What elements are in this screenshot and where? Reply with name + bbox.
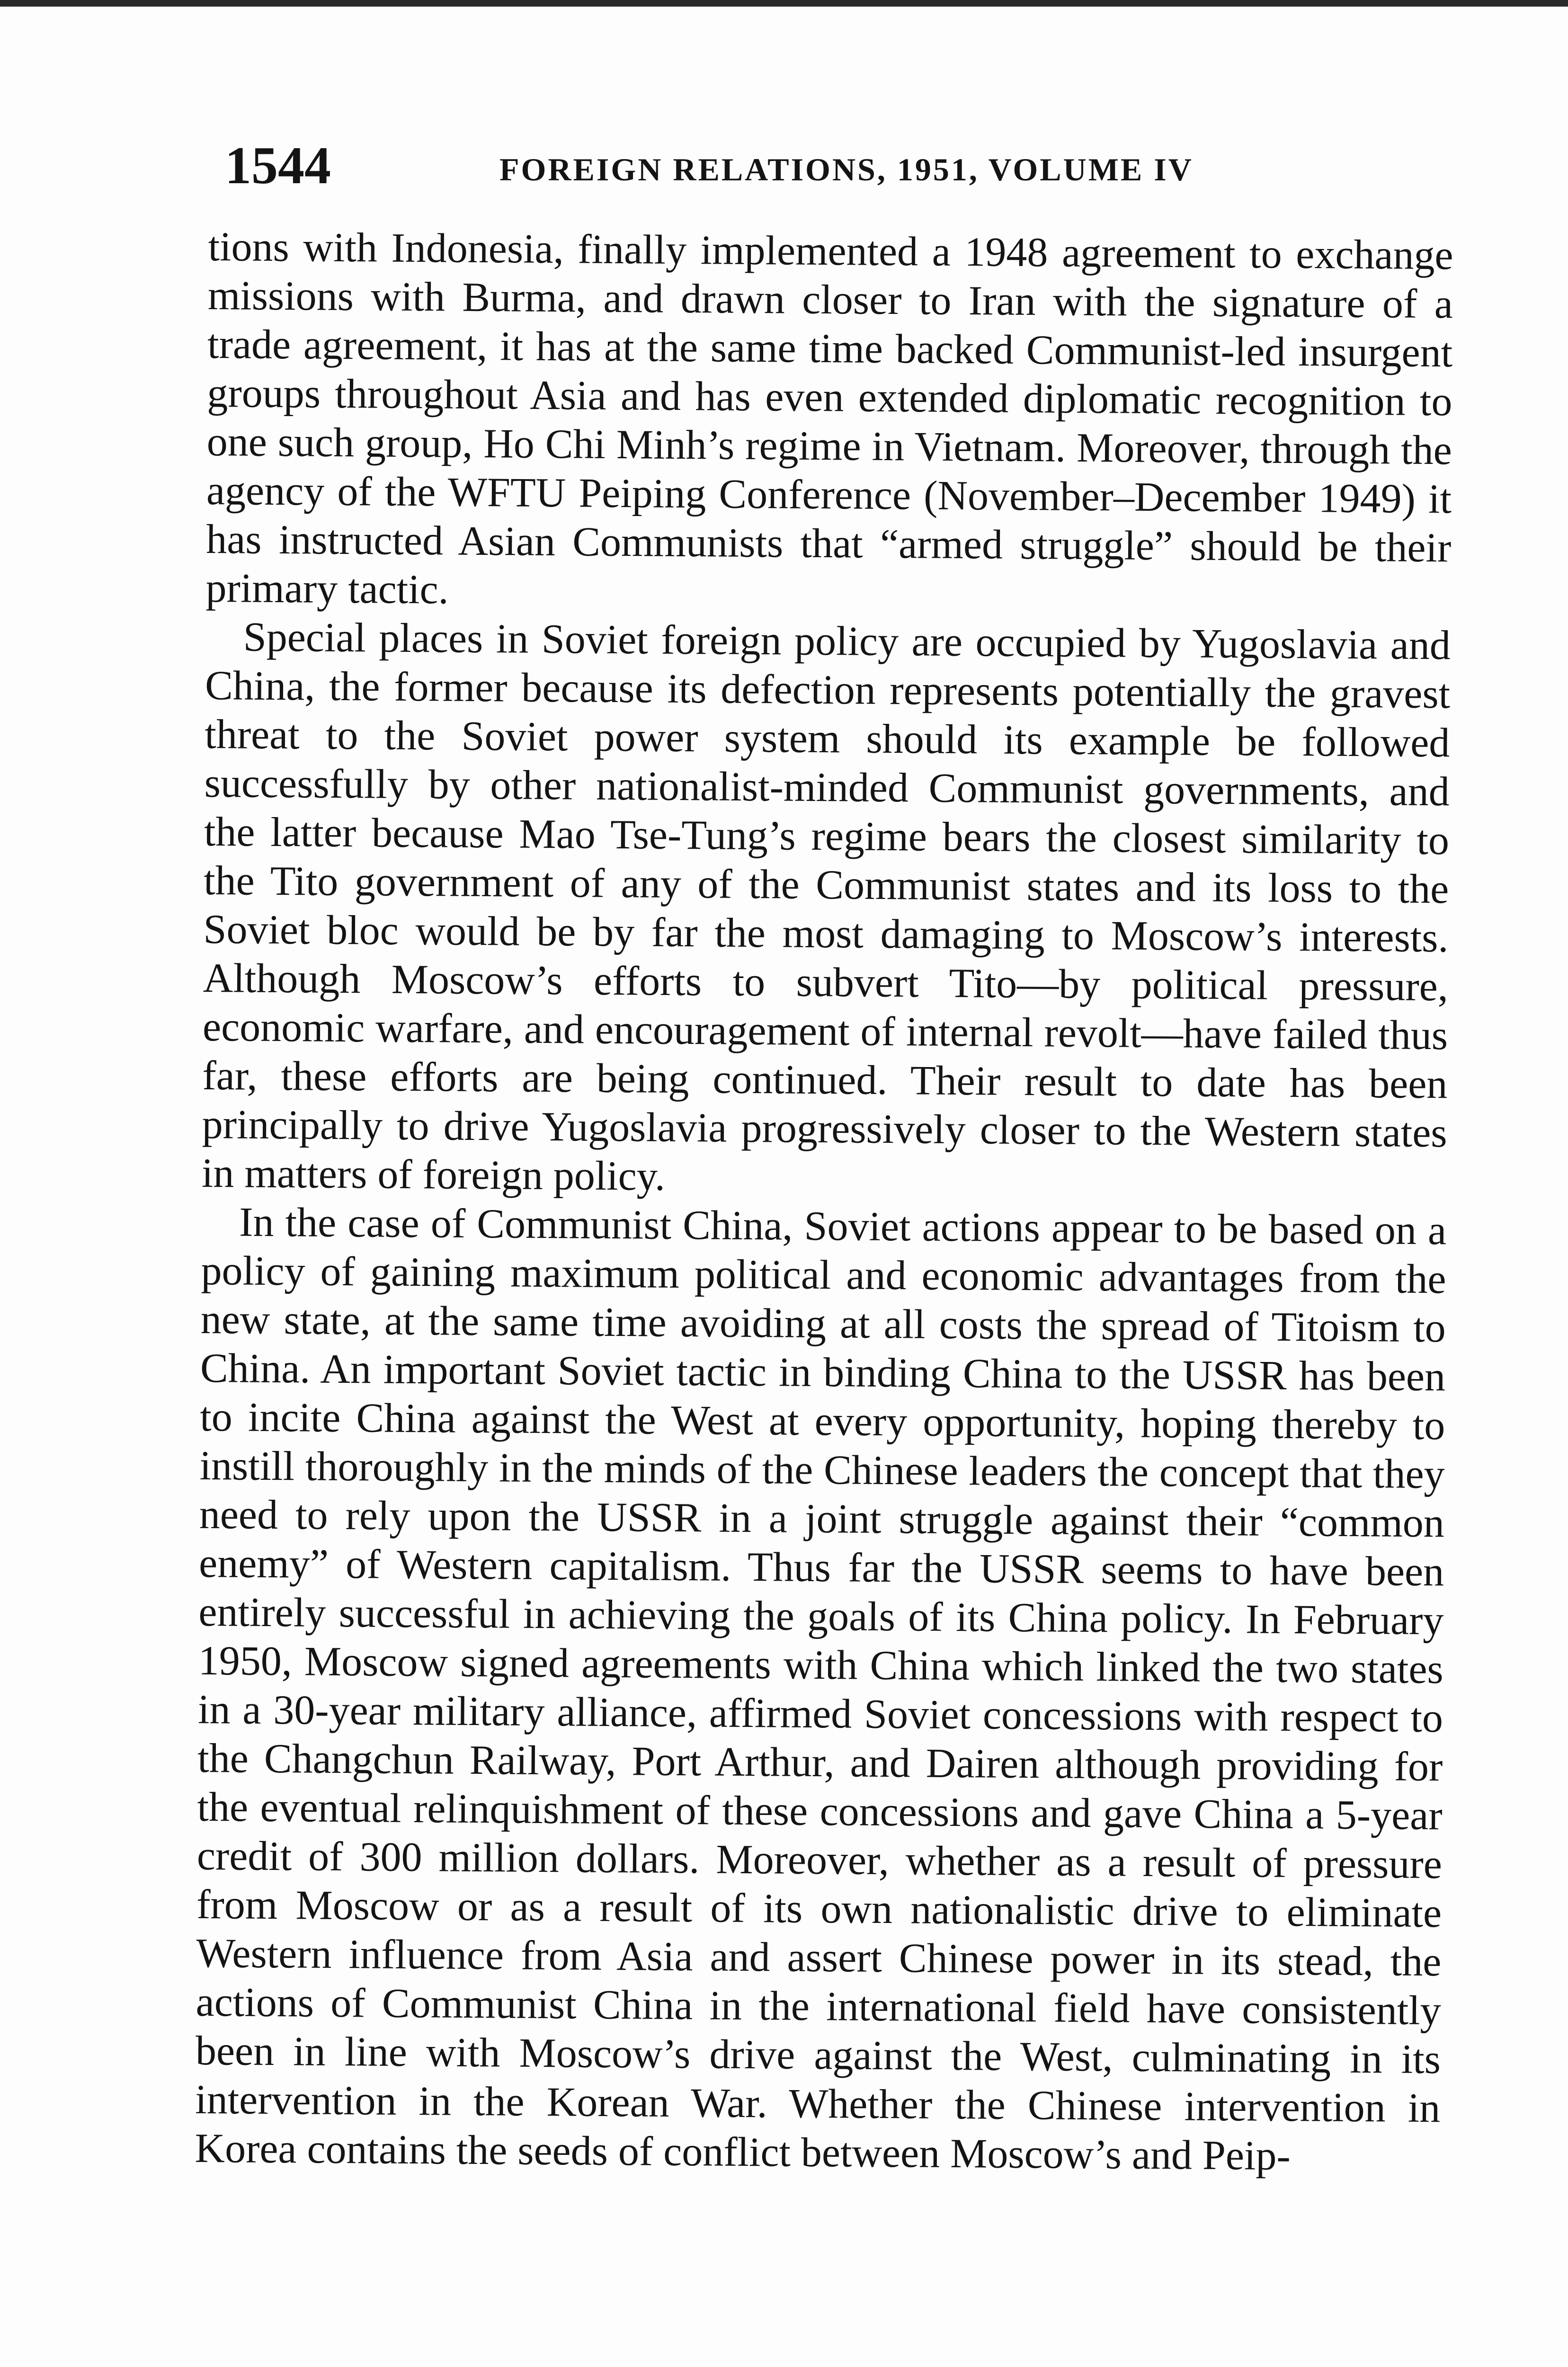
paragraph-continuation: tions with Indonesia, finally implemented a 1948 agreement to exchange missions with Burma, and drawn closer to Iran with the signature of a trade agreement, it has at the same time backed Communist-led insurgent groups throughout Asia and has even extended diplomatic recognition to one such group, Ho Chi Minh’s regime in Vietnam. Moreover, through the agency of the WFTU Peiping Conference (November–December 1949) it has instructed Asian Communists that “armed struggle” should be their primary tactic. [205,223,1453,613]
top-edge-rule [0,0,1568,7]
running-title: FOREIGN RELATIONS, 1951, VOLUME IV [499,151,1194,187]
paragraph-yugoslavia-china: Special places in Soviet foreign policy are occupied by Yugoslavia and China, the former because its defection represents potentially the gravest threat to the Soviet power system should its example be followed successfully by other nationalist-minded Communist governments, and the latter because Mao Tse-Tung’s regime bears the closest similarity to the Tito government of any of the Communist states and its loss to the Soviet bloc would be by far the most damaging to Moscow’s interests. Although Moscow’s efforts to subvert Tito—by political pressure, economic warfare, and encouragement of internal revolt—have failed thus far, these efforts are being continued. Their result to date has been principally to drive Yugoslavia progressively closer to the Western states in matters of foreign policy. [201,614,1451,1200]
running-head [225,135,1461,196]
page-number: 1544 [225,136,331,195]
paragraph-communist-china: In the case of Communist China, Soviet actions appear to be based on a policy of gaining maximum political and economic advantages from the new state, at the same time avoiding at all costs the spread of Titoism to China. An important Soviet tactic in binding China to the USSR has been to incite China against the West at every opportunity, hoping thereby to instill thoroughly in the minds of the Chinese leaders the concept that they need to rely upon the USSR in a joint struggle against their “common enemy” of Western capitalism. Thus far the USSR seems to have been entirely successful in achieving the goals of its China policy. In February 1950, Moscow signed agreements with China which linked the two states in a 30-year military alliance, affirmed Soviet concessions with respect to the Changchun Railway, Port Arthur, and Dairen although providing for the eventual relinquishment of these concessions and gave China a 5-year credit of 300 million dollars. Moreover, whether as a result of pressure from Moscow or as a result of its own nationalistic drive to eliminate Western influence from Asia and assert Chinese power in its stead, the actions of Communist China in the international field have consistently been in line with Moscow’s drive against the West, culminating in its intervention in the Korean War. Whether the Chinese intervention in Korea contains the seeds of conflict between Moscow’s and Peip- [195,1199,1447,2180]
body-text [195,222,1453,2181]
